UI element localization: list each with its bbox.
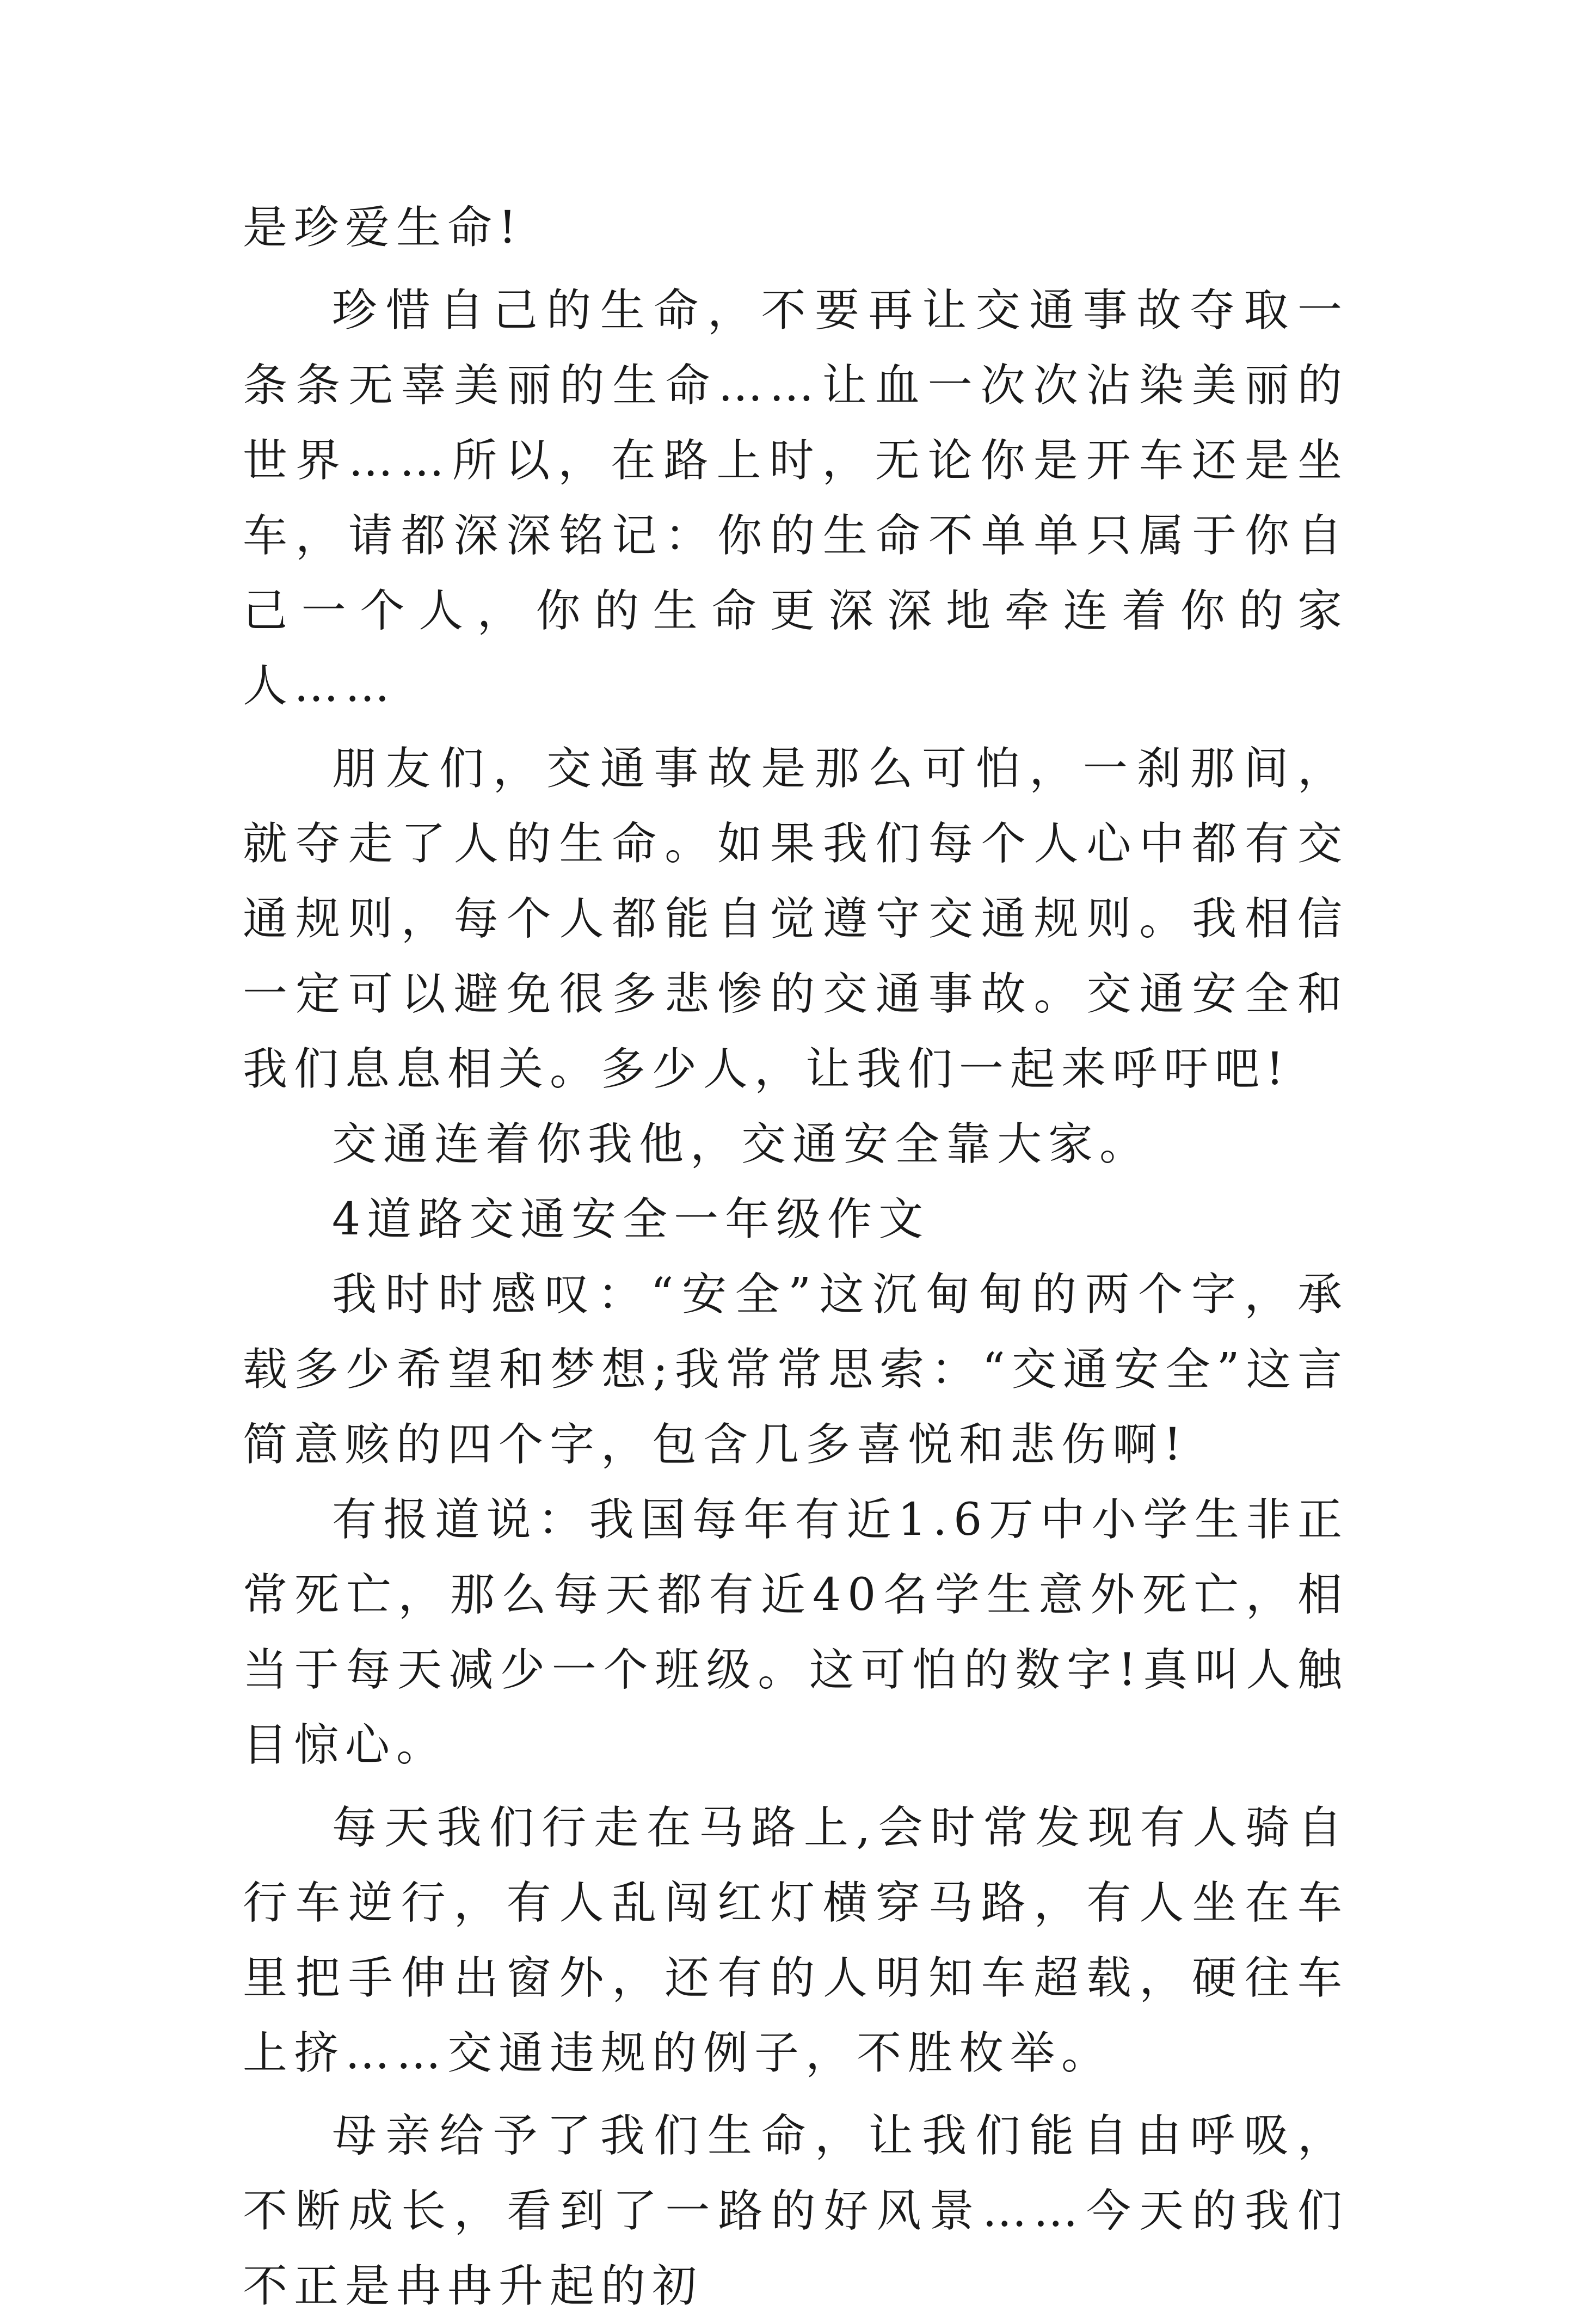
paragraph-violations: 每天我们行走在马路上,会时常发现有人骑自行车逆行，有人乱闯红灯横穿马路，有人坐在车里把手伸出窗外，还有的人明知车超载，硬往车上挤……交通违规的例子，不胜枚举。	[243, 1802, 1349, 2079]
paragraph-continuation: 是珍爱生命!	[243, 202, 523, 254]
paragraph-report: 有报道说：我国每年有近1.6万中小学生非正常死亡，那么每天都有近40名学生意外死亡，相当于每天减少一个班级。这可怕的数字!真叫人触目惊心。	[243, 1494, 1349, 1771]
section-heading: 4道路交通安全一年级作文	[332, 1194, 930, 1245]
paragraph-mother: 母亲给予了我们生命，让我们能自由呼吸，不断成长，看到了一路的好风景……今天的我们不正是冉冉升起的初	[243, 2110, 1349, 2312]
paragraph-slogan: 交通连着你我他，交通安全靠大家。	[332, 1118, 1151, 1170]
document-body	[243, 190, 1349, 2324]
paragraph-friends: 朋友们，交通事故是那么可怕，一刹那间，就夺走了人的生命。如果我们每个人心中都有交通规则，每个人都能自觉遵守交通规则。我相信一定可以避免很多悲惨的交通事故。交通安全和我们息息相关。多少人，让我们一起来呼吁吧!	[243, 743, 1349, 1095]
paragraph-safety-sigh: 我时时感叹：“安全”这沉甸甸的两个字，承载多少希望和梦想;我常常思索：“交通安全”这言简意赅的四个字，包含几多喜悦和悲伤啊!	[243, 1269, 1349, 1471]
paragraph-cherish-life: 珍惜自己的生命，不要再让交通事故夺取一条条无辜美丽的生命……让血一次次沾染美丽的世界……所以，在路上时，无论你是开车还是坐车，请都深深铭记：你的生命不单单只属于你自己一个人，你的生命更深深地牵连着你的家人……	[243, 285, 1349, 712]
